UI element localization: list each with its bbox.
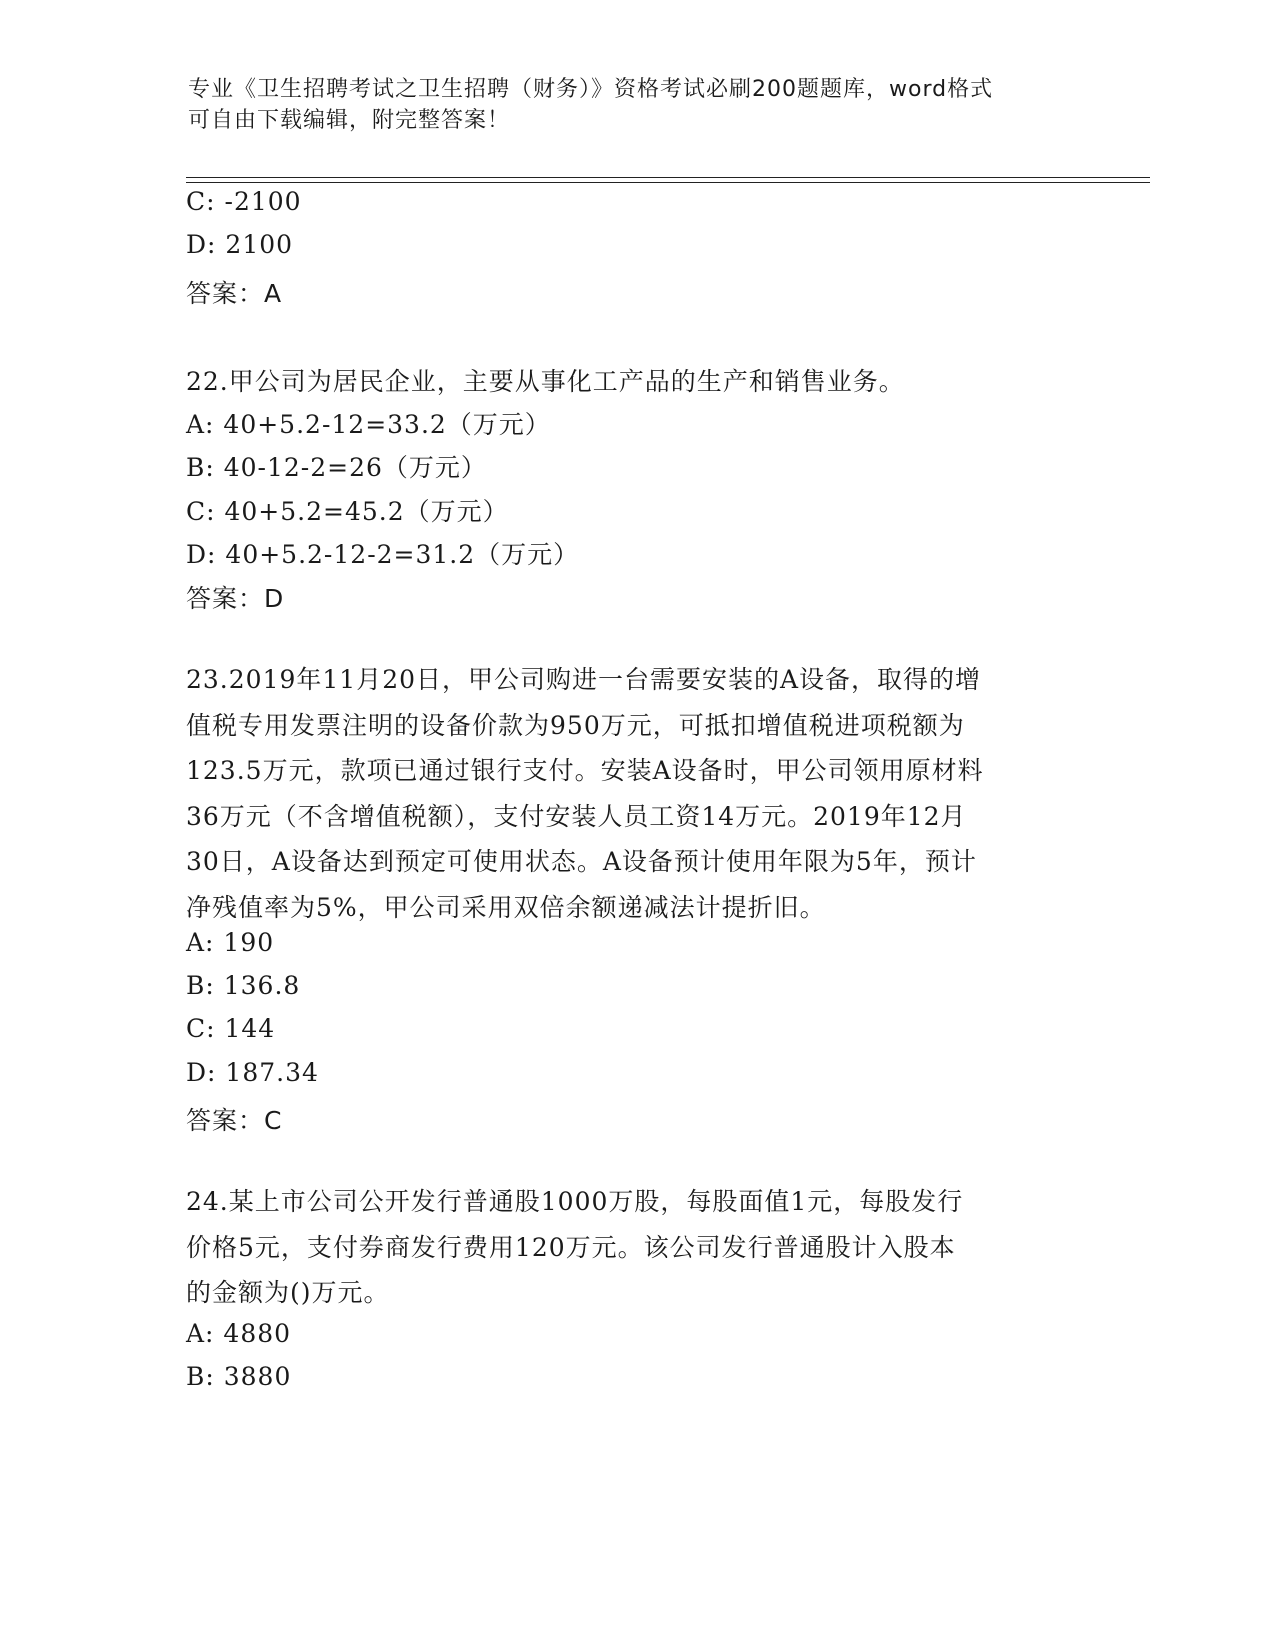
- q23-stem: [186, 657, 1086, 930]
- q24-option-a: A: 4880: [186, 1319, 292, 1348]
- q23-option-c: C: 144: [186, 1014, 276, 1043]
- q22-stem: 22.甲公司为居民企业，主要从事化工产品的生产和销售业务。: [186, 367, 905, 396]
- q24-stem: [186, 1179, 1086, 1316]
- document-header: [188, 74, 1068, 136]
- q23-stem-line: 23.2019年11月20日，甲公司购进一台需要安装的A设备，取得的增: [186, 665, 982, 694]
- q21-answer: 答案：A: [186, 279, 283, 308]
- header-title-line-1: 专业《卫生招聘考试之卫生招聘（财务）》资格考试必刷200题题库，word格式: [188, 77, 994, 102]
- q22-option-c: C: 40+5.2=45.2（万元）: [186, 497, 509, 526]
- header-divider-top: [186, 177, 1150, 178]
- q23-stem-line: 30日，A设备达到预定可使用状态。A设备预计使用年限为5年，预计: [186, 847, 977, 876]
- q23-stem-line: 值税专用发票注明的设备价款为950万元，可抵扣增值税进项税额为: [186, 710, 965, 740]
- q24-stem-line: 的金额为()万元。: [186, 1278, 390, 1307]
- q24-stem-line: 价格5元，支付券商发行费用120万元。该公司发行普通股计入股本: [186, 1232, 956, 1262]
- q23-option-a: A: 190: [186, 928, 275, 957]
- q22-option-d: D: 40+5.2-12-2=31.2（万元）: [186, 540, 580, 569]
- q21-option-c: C: -2100: [186, 187, 302, 216]
- q22-option-b: B: 40-12-2=26（万元）: [186, 453, 487, 482]
- q22-answer: 答案：D: [186, 584, 285, 613]
- q23-stem-line: 36万元（不含增值税额），支付安装人员工资14万元。2019年12月: [186, 801, 967, 831]
- q23-stem-line: 123.5万元，款项已通过银行支付。安装A设备时，甲公司领用原材料: [186, 756, 984, 785]
- q23-answer: 答案：C: [186, 1106, 283, 1135]
- header-title-line-2: 可自由下载编辑，附完整答案！: [188, 108, 511, 133]
- q24-option-b: B: 3880: [186, 1362, 292, 1391]
- q23-option-b: B: 136.8: [186, 971, 301, 1000]
- q24-stem-line: 24.某上市公司公开发行普通股1000万股，每股面值1元，每股发行: [186, 1187, 964, 1216]
- header-divider-bottom: [186, 182, 1150, 183]
- q23-stem-line: 净残值率为5%，甲公司采用双倍余额递减法计提折旧。: [186, 892, 826, 922]
- q21-option-d: D: 2100: [186, 230, 294, 259]
- q23-option-d: D: 187.34: [186, 1058, 319, 1087]
- q22-option-a: A: 40+5.2-12=33.2（万元）: [186, 410, 551, 439]
